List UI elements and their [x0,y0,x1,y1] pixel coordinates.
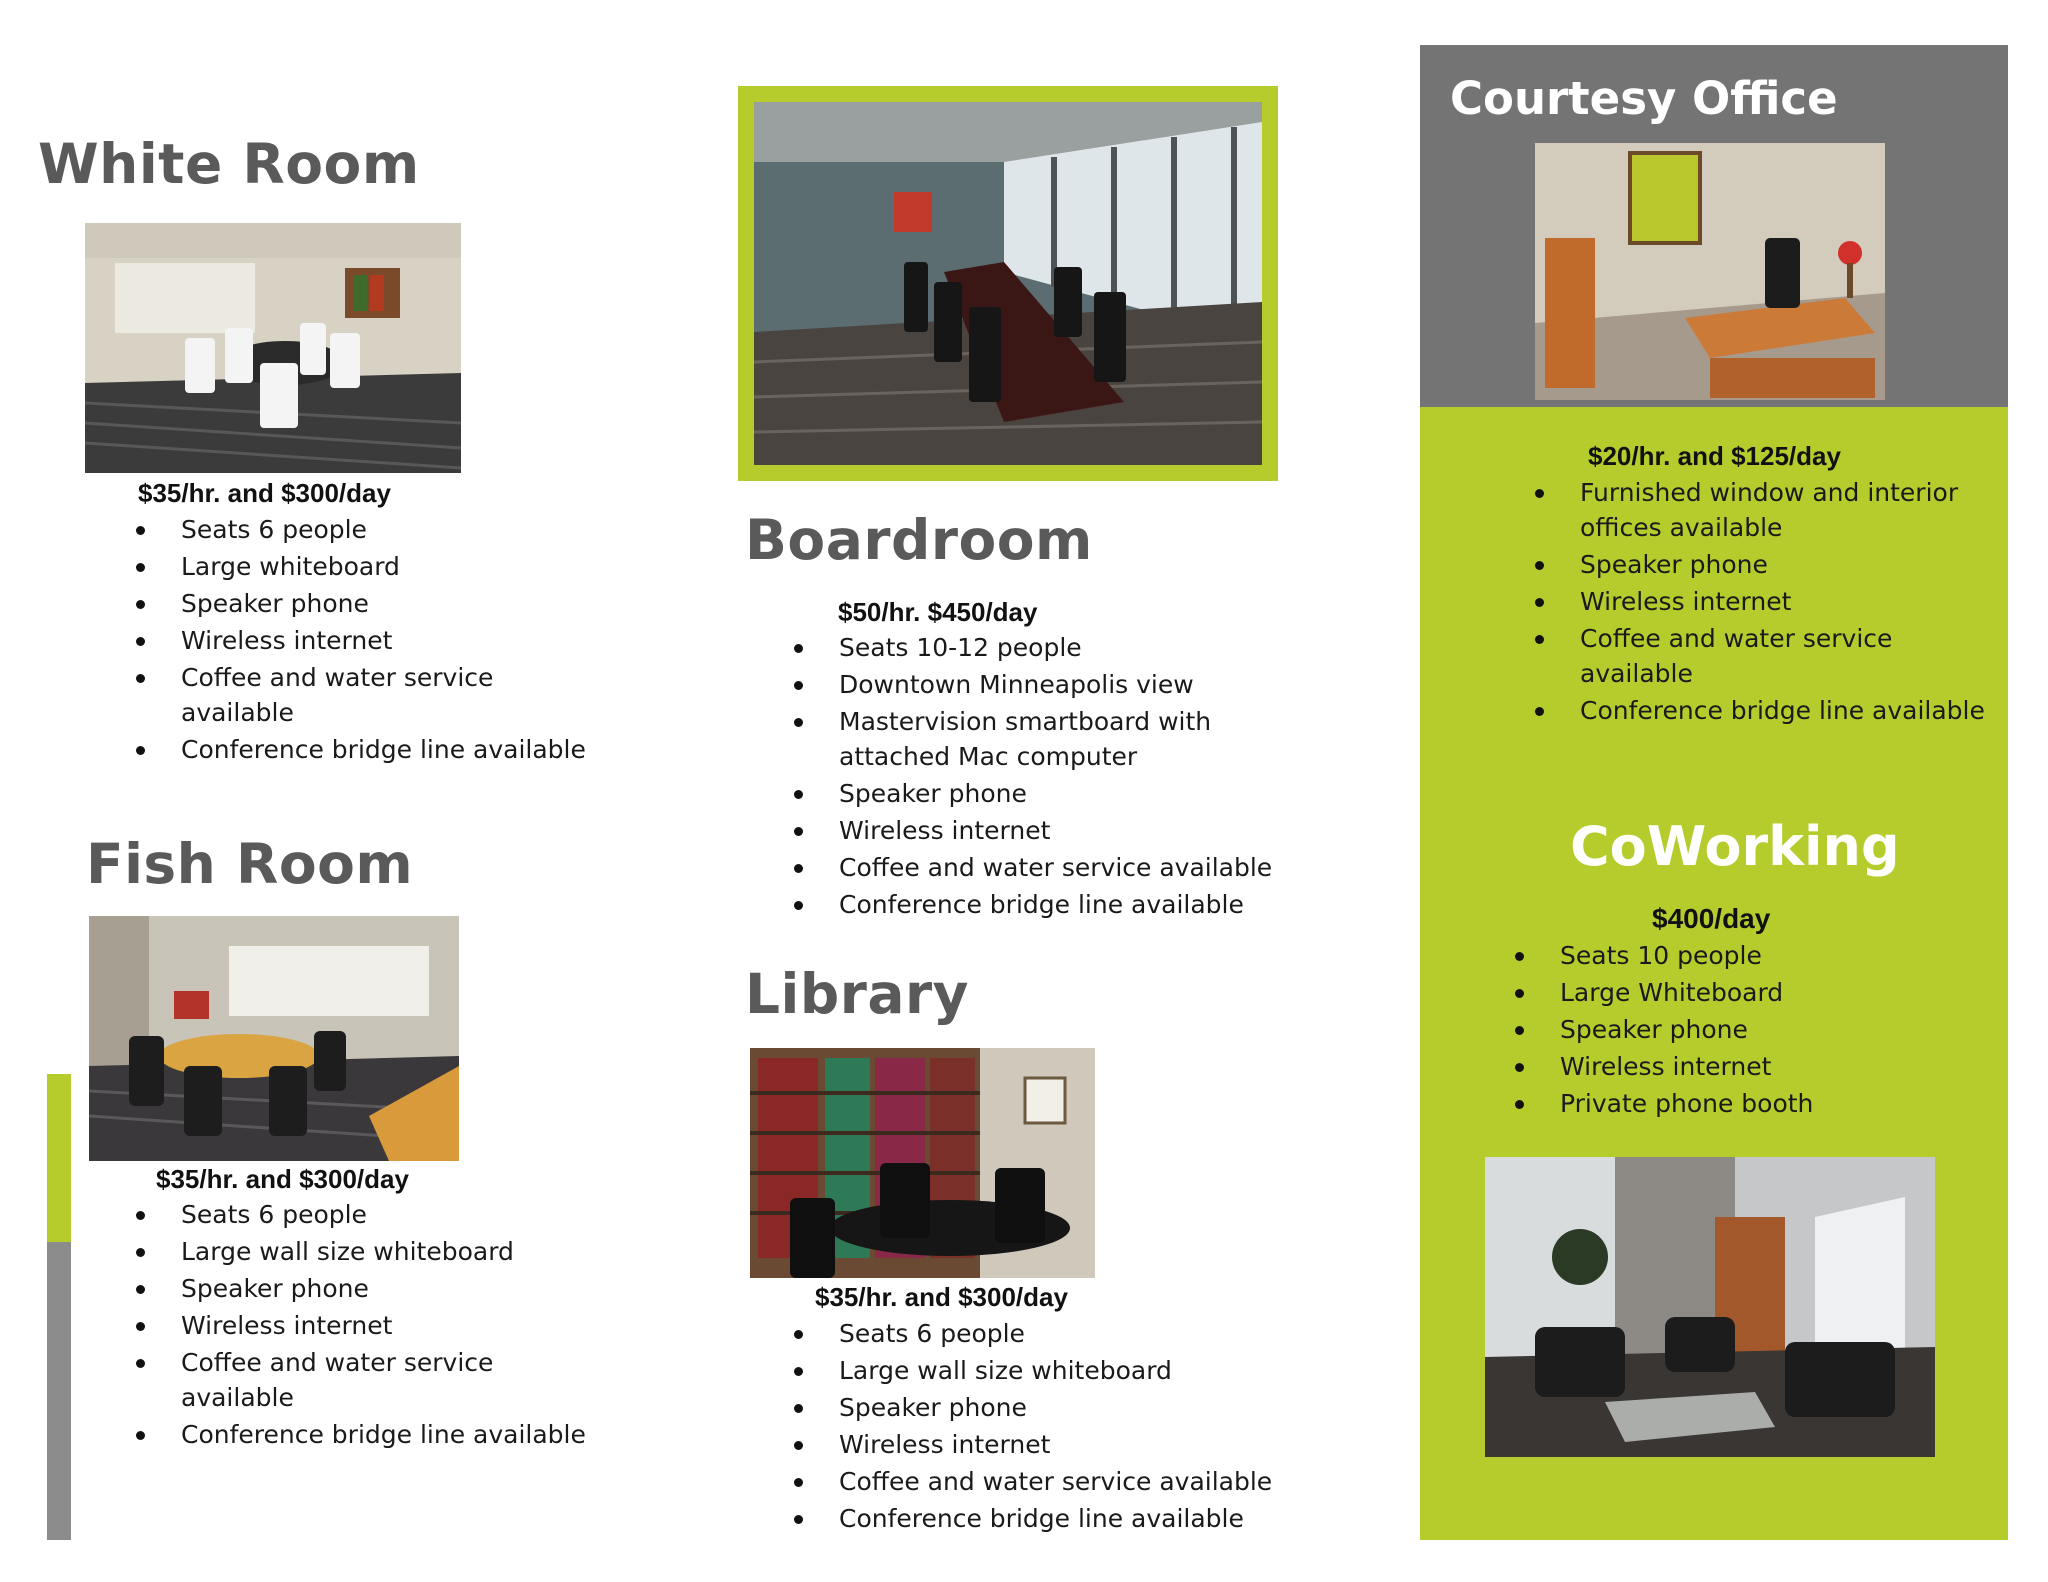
courtesy-office-features [1535,475,1995,730]
white-room-features [136,512,596,769]
list-item: Conference bridge line available [1535,693,1995,728]
list-item: Conference bridge line available [794,887,1274,922]
list-item: Wireless internet [794,1427,1274,1462]
courtesy-office-photo [1535,143,1885,400]
list-item: Seats 6 people [136,1197,596,1232]
coworking-photo [1485,1157,1935,1457]
list-item: Coffee and water service available [136,660,596,730]
list-item: Coffee and water service available [1535,621,1995,691]
white-room-price: $35/hr. and $300/day [138,478,391,508]
list-item: Seats 6 people [136,512,596,547]
boardroom-photo [754,102,1262,465]
list-item: Speaker phone [136,586,596,621]
list-item: Conference bridge line available [136,732,596,767]
courtesy-office-title: Courtesy Office [1450,72,1838,125]
list-item: Large wall size whiteboard [136,1234,596,1269]
list-item: Private phone booth [1515,1086,1975,1121]
list-item: Large whiteboard [136,549,596,584]
library-title: Library [745,962,969,1026]
boardroom-title: Boardroom [745,508,1093,572]
fish-room-photo [89,916,459,1161]
list-item: Downtown Minneapolis view [794,667,1274,702]
library-photo [750,1048,1095,1278]
list-item: Speaker phone [794,776,1274,811]
coworking-price: $400/day [1652,903,1771,934]
list-item: Coffee and water service available [794,850,1274,885]
list-item: Large Whiteboard [1515,975,1975,1010]
list-item: Speaker phone [1515,1012,1975,1047]
list-item: Wireless internet [1515,1049,1975,1084]
coworking-features [1515,938,1975,1123]
decorative-gray-bar [47,1242,71,1540]
fish-room-title: Fish Room [86,832,414,896]
list-item: Coffee and water service available [136,1345,596,1415]
list-item: Wireless internet [136,1308,596,1343]
list-item: Large wall size whiteboard [794,1353,1274,1388]
list-item: Speaker phone [136,1271,596,1306]
library-features [794,1316,1274,1538]
list-item: Wireless internet [1535,584,1995,619]
courtesy-office-price: $20/hr. and $125/day [1588,441,1841,471]
list-item: Speaker phone [794,1390,1274,1425]
boardroom-photo-frame [738,86,1278,481]
list-item: Seats 6 people [794,1316,1274,1351]
list-item: Mastervision smartboard with attached Mac computer [794,704,1274,774]
list-item: Coffee and water service available [794,1464,1274,1499]
list-item: Conference bridge line available [136,1417,596,1452]
library-price: $35/hr. and $300/day [815,1282,1068,1312]
fish-room-price: $35/hr. and $300/day [156,1164,409,1194]
boardroom-price: $50/hr. $450/day [838,597,1038,627]
list-item: Wireless internet [794,813,1274,848]
list-item: Seats 10 people [1515,938,1975,973]
fish-room-features [136,1197,596,1454]
list-item: Wireless internet [136,623,596,658]
white-room-title: White Room [38,132,420,196]
white-room-photo [85,223,461,473]
list-item: Conference bridge line available [794,1501,1274,1536]
list-item: Seats 10-12 people [794,630,1274,665]
boardroom-features [794,630,1274,924]
list-item: Furnished window and interior offices available [1535,475,1995,545]
list-item: Speaker phone [1535,547,1995,582]
decorative-green-bar [47,1074,71,1242]
coworking-title: CoWorking [1570,815,1900,878]
